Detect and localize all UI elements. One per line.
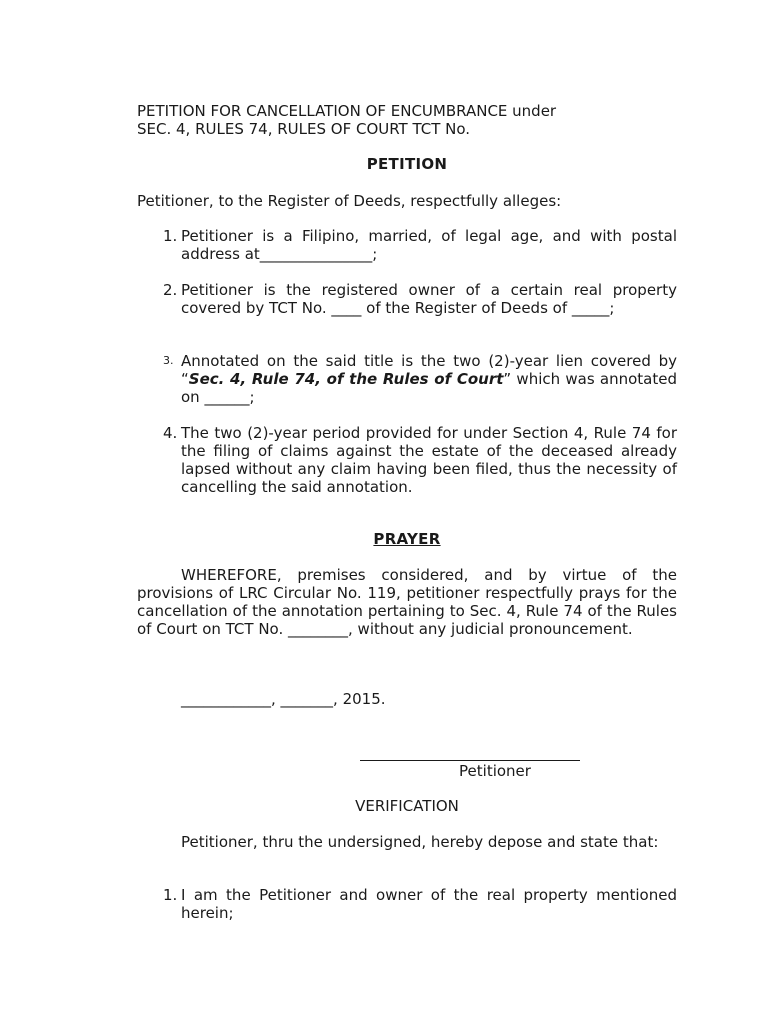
item-text-emphasis: Sec. 4, Rule 74, of the Rules of Court xyxy=(188,370,504,388)
signature-line xyxy=(360,760,580,761)
allegation-item-2 xyxy=(137,281,677,317)
date-line: ____________, _______, 2015. xyxy=(181,690,386,708)
item-number: 2. xyxy=(163,281,178,299)
item-text: The two (2)-year period provided for under Section 4, Rule 74 for the filing of claims against the estate of the deceased already lapsed without any claim having been filed, thus the necessity of cancelling the said annotation. xyxy=(181,424,677,496)
item-text: Petitioner is a Filipino, married, of legal age, and with postal address at_______________; xyxy=(181,227,677,263)
prayer-heading: PRAYER xyxy=(373,530,441,548)
signature-label: Petitioner xyxy=(459,762,531,780)
item-text xyxy=(181,352,677,406)
item-text: I am the Petitioner and owner of the real property mentioned herein; xyxy=(181,886,677,922)
petition-heading: PETITION xyxy=(366,155,448,173)
verification-paragraph: Petitioner, thru the undersigned, hereby depose and state that: xyxy=(181,833,659,851)
item-number: 1. xyxy=(163,886,178,904)
allegation-item-1 xyxy=(137,227,677,263)
prayer-paragraph: WHEREFORE, premises considered, and by virtue of the provisions of LRC Circular No. 119, petitioner respectfully prays for the cancellation of the annotation pertaining to Sec. 4, Rule 74 of the Rules of Court on TCT No. ________, without any judicial pronouncement. xyxy=(137,566,677,638)
verification-item-1 xyxy=(137,886,677,922)
item-number: 1. xyxy=(163,227,178,245)
title-line-2: SEC. 4, RULES 74, RULES OF COURT TCT No. xyxy=(137,120,471,138)
verification-heading: VERIFICATION xyxy=(355,797,459,815)
item-number: 3. xyxy=(163,354,174,367)
item-number: 4. xyxy=(163,424,178,442)
title-line-1: PETITION FOR CANCELLATION OF ENCUMBRANCE under xyxy=(137,102,557,120)
item-text-after: ” which was annotated on ______; xyxy=(181,370,677,406)
allegation-item-3 xyxy=(137,352,677,406)
allegation-item-4 xyxy=(137,424,677,496)
item-text: Petitioner is the registered owner of a certain real property covered by TCT No. ____ of the Register of Deeds of _____; xyxy=(181,281,677,317)
petition-intro: Petitioner, to the Register of Deeds, respectfully alleges: xyxy=(137,192,562,210)
item-text-before: Annotated on the said title is the two (2)-year lien covered by “ xyxy=(181,352,677,388)
